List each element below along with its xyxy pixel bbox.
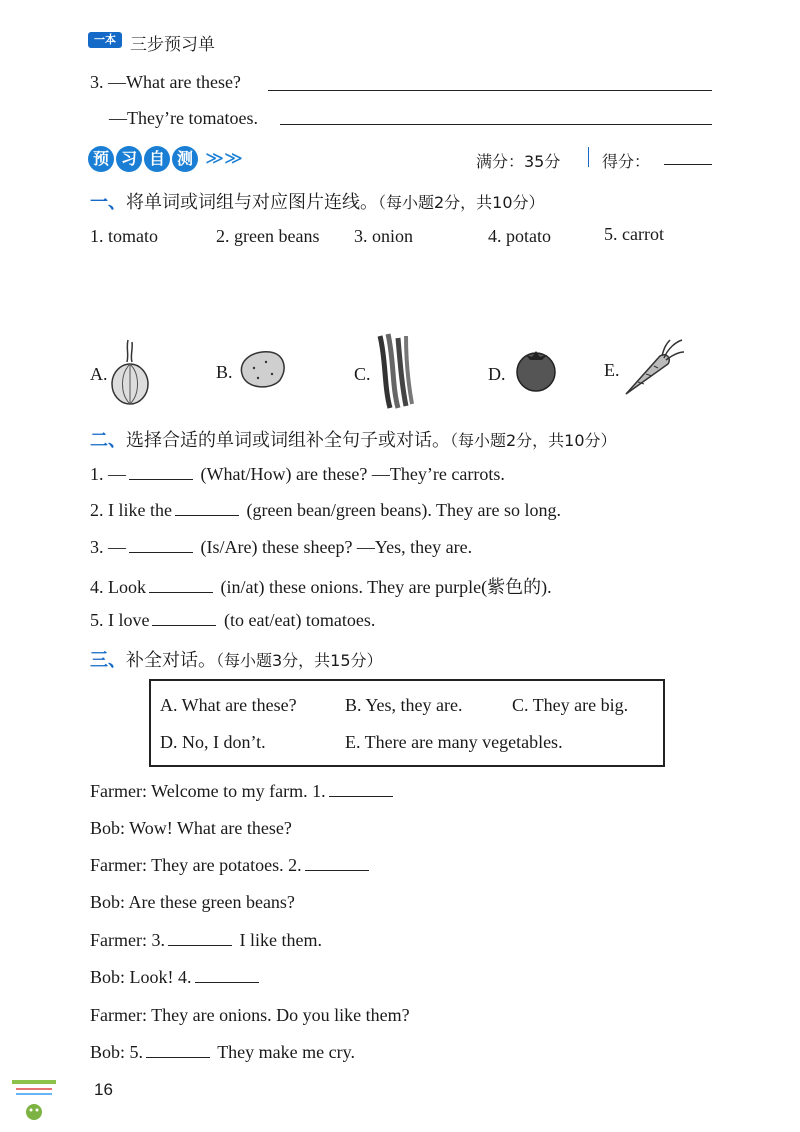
section1-note: （每小题2分，共10分） [378,193,545,212]
top-q3-question [90,72,241,93]
s2-item-5 [90,610,375,631]
top-q3-answer [109,108,258,129]
s2-item-4 [90,573,552,599]
s2-item-5-post: (to eat/eat) tomatoes. [219,610,376,630]
s2-item-2-pre: 2. I like the [90,500,172,520]
dialog-line-5-post: I like them. [234,930,322,950]
word-green-beans[interactable]: 2. green beans [216,226,320,246]
s2-item-1-post: (What/How) are these? —They’re carrots. [196,464,505,484]
s2-item-3 [90,537,472,558]
s2-item-2-post: (green bean/green beans). They are so long. [241,500,562,520]
s2-blank-5[interactable] [152,624,216,626]
dialog-blank-1[interactable] [329,795,393,797]
s2-item-3-pre: 3. — [90,537,126,557]
banner-char-2: 习 [116,146,142,172]
carrot-icon[interactable] [620,338,684,398]
pic-label-c: C. [354,364,371,384]
score-full: 满分：35分 [476,152,561,171]
s2-blank-2[interactable] [175,514,239,516]
dialog-line-2: Bob: Wow! What are these? [90,818,292,838]
potato-icon[interactable] [236,348,288,392]
dialog-line-4: Bob: Are these green beans? [90,892,295,912]
top-q3-answer-line-1[interactable] [268,90,712,91]
dialog-blank-2[interactable] [305,869,369,871]
dialog-line-3-text: Farmer: They are potatoes. 2. [90,855,302,875]
option-b: B. Yes, they are. [345,695,463,715]
section2-title [90,426,617,452]
score-got-field[interactable] [664,164,712,165]
dialog-line-1-text: Farmer: Welcome to my farm. 1. [90,781,326,801]
banner-char-3: 自 [144,146,170,172]
brand-logo: 一本 [88,32,122,48]
s2-blank-4[interactable] [149,591,213,593]
dialog-blank-3[interactable] [168,944,232,946]
section2-index: 二、 [90,430,126,451]
header-title: 三步预习单 [130,35,215,55]
word-onion[interactable]: 3. onion [354,226,414,246]
top-q3-answer-line-2[interactable] [280,124,712,125]
dialog-line-7: Farmer: They are onions. Do you like them? [90,1005,410,1025]
tomato-icon[interactable] [510,346,562,392]
dialog-line-8-pre: Bob: 5. [90,1042,144,1062]
options-box [149,679,665,767]
section3-title [90,646,383,672]
dialog-line-6-text: Bob: Look! 4. [90,967,192,987]
page-number: 16 [94,1080,113,1099]
publisher-mascot-icon [10,1078,58,1126]
option-c: C. They are big. [512,695,629,715]
dialog-line-5 [90,930,322,951]
dialog-line-5-pre: Farmer: 3. [90,930,165,950]
dialog-line-8 [90,1042,355,1063]
section2-note: （每小题2分，共10分） [450,431,617,450]
dialog-line-1 [90,781,396,802]
banner-char-1: 预 [88,146,114,172]
top-q3-text: 3. —What are these? [90,72,241,92]
s2-blank-3[interactable] [129,551,193,553]
s2-item-4-post: (in/at) these onions. They are purple(紫色的). [216,577,552,597]
section2-title-text: 选择合适的单词或词组补全句子或对话。 [126,430,450,451]
dialog-blank-4[interactable] [195,981,259,983]
s2-item-3-post: (Is/Are) these sheep? —Yes, they are. [196,537,473,557]
pic-label-b: B. [216,362,233,382]
section3-title-text: 补全对话。 [126,650,216,671]
onion-icon[interactable] [106,338,154,408]
top-q3-answer-text: —They’re tomatoes. [109,108,258,128]
s2-item-2 [90,500,561,521]
section3-note: （每小题3分，共15分） [216,651,383,670]
dialog-line-8-post: They make me cry. [213,1042,355,1062]
section3-index: 三、 [90,650,126,671]
dialog-line-6 [90,967,262,988]
option-e: E. There are many vegetables. [345,732,563,752]
option-d: D. No, I don’t. [160,732,266,752]
banner-arrows-icon: ≫≫ [205,148,243,169]
pic-label-e: E. [604,360,620,380]
pic-label-d: D. [488,364,506,384]
s2-item-1 [90,464,505,485]
section1-title [90,188,545,214]
self-test-banner [88,146,243,172]
word-potato[interactable]: 4. potato [488,226,551,246]
s2-blank-1[interactable] [129,478,193,480]
word-tomato[interactable]: 1. tomato [90,226,158,246]
banner-char-4: 测 [172,146,198,172]
s2-item-1-pre: 1. — [90,464,126,484]
word-carrot[interactable]: 5. carrot [604,224,664,244]
dialog-line-3 [90,855,372,876]
pic-label-a: A. [90,364,108,384]
score-got-label: 得分： [602,152,651,171]
green-beans-icon[interactable] [372,330,416,410]
dialog-blank-5[interactable] [146,1056,210,1058]
section1-title-text: 将单词或词组与对应图片连线。 [126,192,378,213]
s2-item-4-pre: 4. Look [90,577,146,597]
score-divider [588,147,589,167]
section1-index: 一、 [90,192,126,213]
s2-item-5-pre: 5. I love [90,610,150,630]
option-a: A. What are these? [160,695,297,715]
